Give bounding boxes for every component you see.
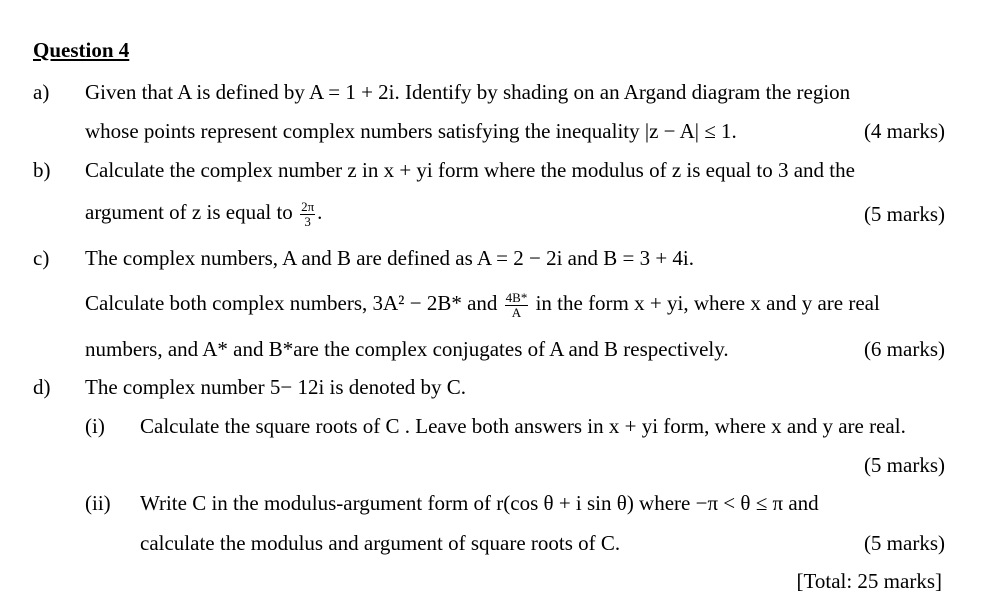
part-c-fraction-numerator: 4B* xyxy=(505,289,528,305)
part-a-line-1 xyxy=(85,79,945,105)
part-c-marks: (6 marks) xyxy=(863,337,945,361)
part-d-ii-line-1: Write C in the modulus-argument form of r(cos θ + i sin θ) where −π < θ ≤ π and xyxy=(140,491,819,515)
part-b-fraction-denominator: 3 xyxy=(304,213,311,229)
part-d-label: d) xyxy=(33,375,51,399)
part-c-label: c) xyxy=(33,246,50,270)
part-d-i-line-1: Calculate the square roots of C . Leave both answers in x + yi form, where x and y are real. xyxy=(140,414,906,438)
part-b-fraction-numerator: 2π xyxy=(301,198,315,214)
total-marks: [Total: 25 marks] xyxy=(796,569,942,593)
part-b-line-1: Calculate the complex number z in x + yi form where the modulus of z is equal to 3 and the xyxy=(85,158,855,182)
part-a-line-2: whose points represent complex numbers satisfying the inequality |z − A| ≤ 1. xyxy=(85,119,737,143)
part-c-fraction-denominator: A xyxy=(511,304,522,320)
part-b-text-pre: argument of z is equal to xyxy=(85,200,299,224)
part-d-line-1: The complex number 5− 12i is denoted by C. xyxy=(85,375,467,399)
part-d-i-label: (i) xyxy=(85,414,105,438)
question-heading: Question 4 xyxy=(33,38,130,62)
part-d-ii-marks: (5 marks) xyxy=(863,531,945,555)
part-d-ii-label: (ii) xyxy=(85,491,111,515)
part-b-marks: (5 marks) xyxy=(863,202,945,226)
part-c-line-1: The complex numbers, A and B are defined as A = 2 − 2i and B = 3 + 4i. xyxy=(85,246,695,270)
part-c-fraction xyxy=(505,291,529,320)
part-a-marks: (4 marks) xyxy=(863,119,945,143)
part-d-i-marks: (5 marks) xyxy=(863,453,945,477)
part-c-line-3: numbers, and A* and B*are the complex conjugates of A and B respectively. xyxy=(85,337,729,361)
part-c-text-pre: Calculate both complex numbers, 3A² − 2B* and xyxy=(85,291,503,315)
part-c-text-post: in the form x + yi, where x and y are real xyxy=(530,291,880,315)
part-a-text-1: Given that A is defined by A = 1 + 2i. Identify by shading on an Argand diagram the region xyxy=(85,80,851,104)
part-c-line-2 xyxy=(85,290,880,320)
part-d-ii-line-2: calculate the modulus and argument of square roots of C. xyxy=(140,531,621,555)
part-b-line-2 xyxy=(85,199,322,229)
part-a-label: a) xyxy=(33,80,50,104)
part-b-fraction xyxy=(300,200,315,229)
part-b-text-post: . xyxy=(317,200,323,224)
part-b-label: b) xyxy=(33,158,51,182)
